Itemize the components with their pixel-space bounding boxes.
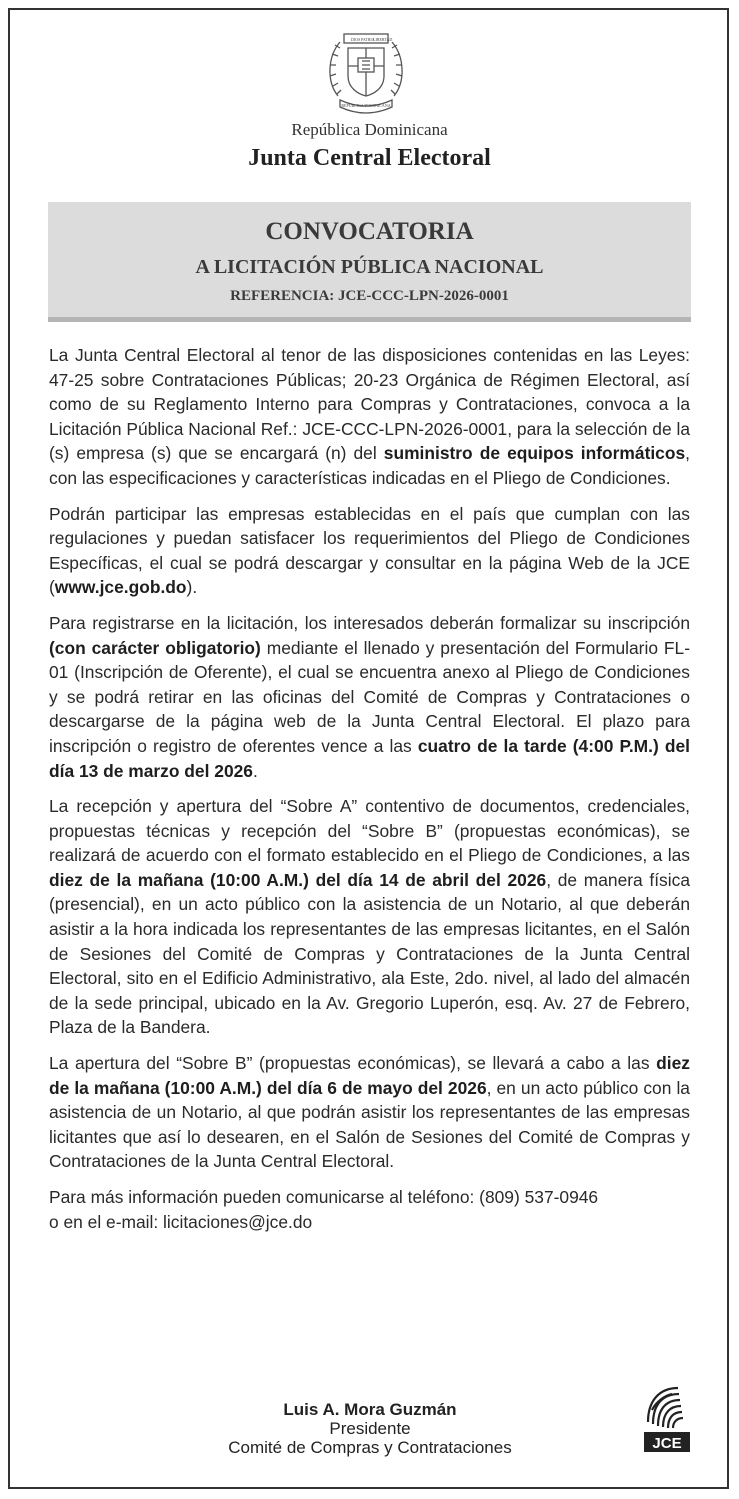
highlight-sobre-b-date: diez de la mañana (10:00 A.M.) del día 6 de mayo del 2026 [49,1053,690,1098]
seal-motto-dios: DIOS [351,37,361,42]
highlight-sobre-a-date: diez de la mañana (10:00 A.M.) del día 14 de abril del 2026 [49,869,547,890]
paragraph-sobre-a: La recepción y apertura del “Sobre A” contentivo de documentos, credenciales, propuestas técnicas y recepción del “Sobre B” (propuestas económicas), se realizará de acuerdo con el formato establecido en el Pliego de Condiciones, a las diez de la mañana (10:00 A.M.) del día 14 de abril del 2026, de manera física (presencial), en un acto público con la asistencia de un Notario, al que deberán asistir a la hora indicada los representantes de las empresas licitantes, en el Salón de Sesiones del Comité de Compras y Contrataciones de la Junta Central Electoral, sito en el Edificio Administrativo, ala Este, 2do. nivel, al lado del almacén de la sede principal, ubicado en la Av. Gregorio Luperón, esq. Av. 27 de Febrero, Plaza de la Bandera. [49,796,690,1038]
title-banner [48,202,691,322]
signature-block [150,1400,590,1457]
contact-phone: Para más información pueden comunicarse al teléfono: (809) 537-0946 [49,1187,599,1207]
announcement-body [49,343,690,1245]
contact-email[interactable]: o en el e-mail: licitaciones@jce.do [49,1211,313,1232]
logo-text: JCE [652,1435,682,1452]
banner-subtitle: A LICITACIÓN PÚBLICA NACIONAL [195,256,544,278]
banner-reference: REFERENCIA: JCE-CCC-LPN-2026-0001 [230,288,509,304]
signer-committee: Comité de Compras y Contrataciones [228,1438,512,1457]
seal-ribbon-text: REPÚBLICA DOMINICANA [341,103,391,108]
banner-title: CONVOCATORIA [265,218,474,245]
paragraph-intro: La Junta Central Electoral al tenor de las disposiciones contenidas en las Leyes: 47-25 sobre Contrataciones Públicas; 20-23 Orgánica de Régimen Electoral, así como de su Reglamento Interno para Compras y Contrataciones, convoca a la Licitación Pública Nacional Ref.: JCE-CCC-LPN-2026-0001, para la selección de la (s) empresa (s) que se encargará (n) del suministro de equipos informáticos, con las especificaciones y características indicadas en el Pliego de Condiciones. [49,345,690,488]
website-link[interactable]: www.jce.gob.do [54,577,187,598]
paragraph-contact [49,1185,690,1234]
coat-of-arms-icon [318,26,414,118]
paragraph-sobre-b: La apertura del “Sobre B” (propuestas económicas), se llevará a cabo a las diez de la mañana (10:00 A.M.) del día 6 de mayo del 2026, en un acto público con la asistencia de un Notario, al que podrán asistir los representantes de las empresas licitantes que así lo desearen, en el Salón de Sesiones del Comité de Compras y Contrataciones de la Junta Central Electoral. [49,1053,690,1172]
paragraph-registration: Para registrarse en la licitación, los interesados deberán formalizar su inscripción (con carácter obligatorio) mediante el llenado y presentación del Formulario FL-01 (Inscripción de Oferente), el cual se encuentra anexo al Pliego de Condiciones y se podrá retirar en las oficinas del Comité de Compras y Contrataciones o descargarse de la página web de la Junta Central Electoral. El plazo para inscripción o registro de oferentes vence a las cuatro de la tarde (4:00 P.M.) del día 13 de marzo del 2026. [49,612,691,781]
signer-name: Luis A. Mora Guzmán [283,1400,457,1419]
highlight-supply: suministro de equipos informáticos [383,443,686,464]
jce-logo-icon [642,1382,692,1454]
institution-name: Junta Central Electoral [248,145,491,171]
paragraph-participation: Podrán participar las empresas establecidas en el país que cumplan con las regulaciones y puedan satisfacer los requerimientos del Pliego de Condiciones Específicas, el cual se podrá descargar y consultar en la página Web de la JCE (www.jce.gob.do). [49,503,690,598]
seal-motto-libertad: LIBERTAD [373,37,393,42]
country-name: República Dominicana [291,120,448,139]
highlight-mandatory: (con carácter obligatorio) [49,637,261,658]
signer-role: Presidente [329,1419,411,1438]
seal-motto-patria: PATRIA [361,37,375,42]
highlight-registration-deadline: cuatro de la tarde (4:00 P.M.) del día 13 de marzo del 2026 [49,735,691,781]
